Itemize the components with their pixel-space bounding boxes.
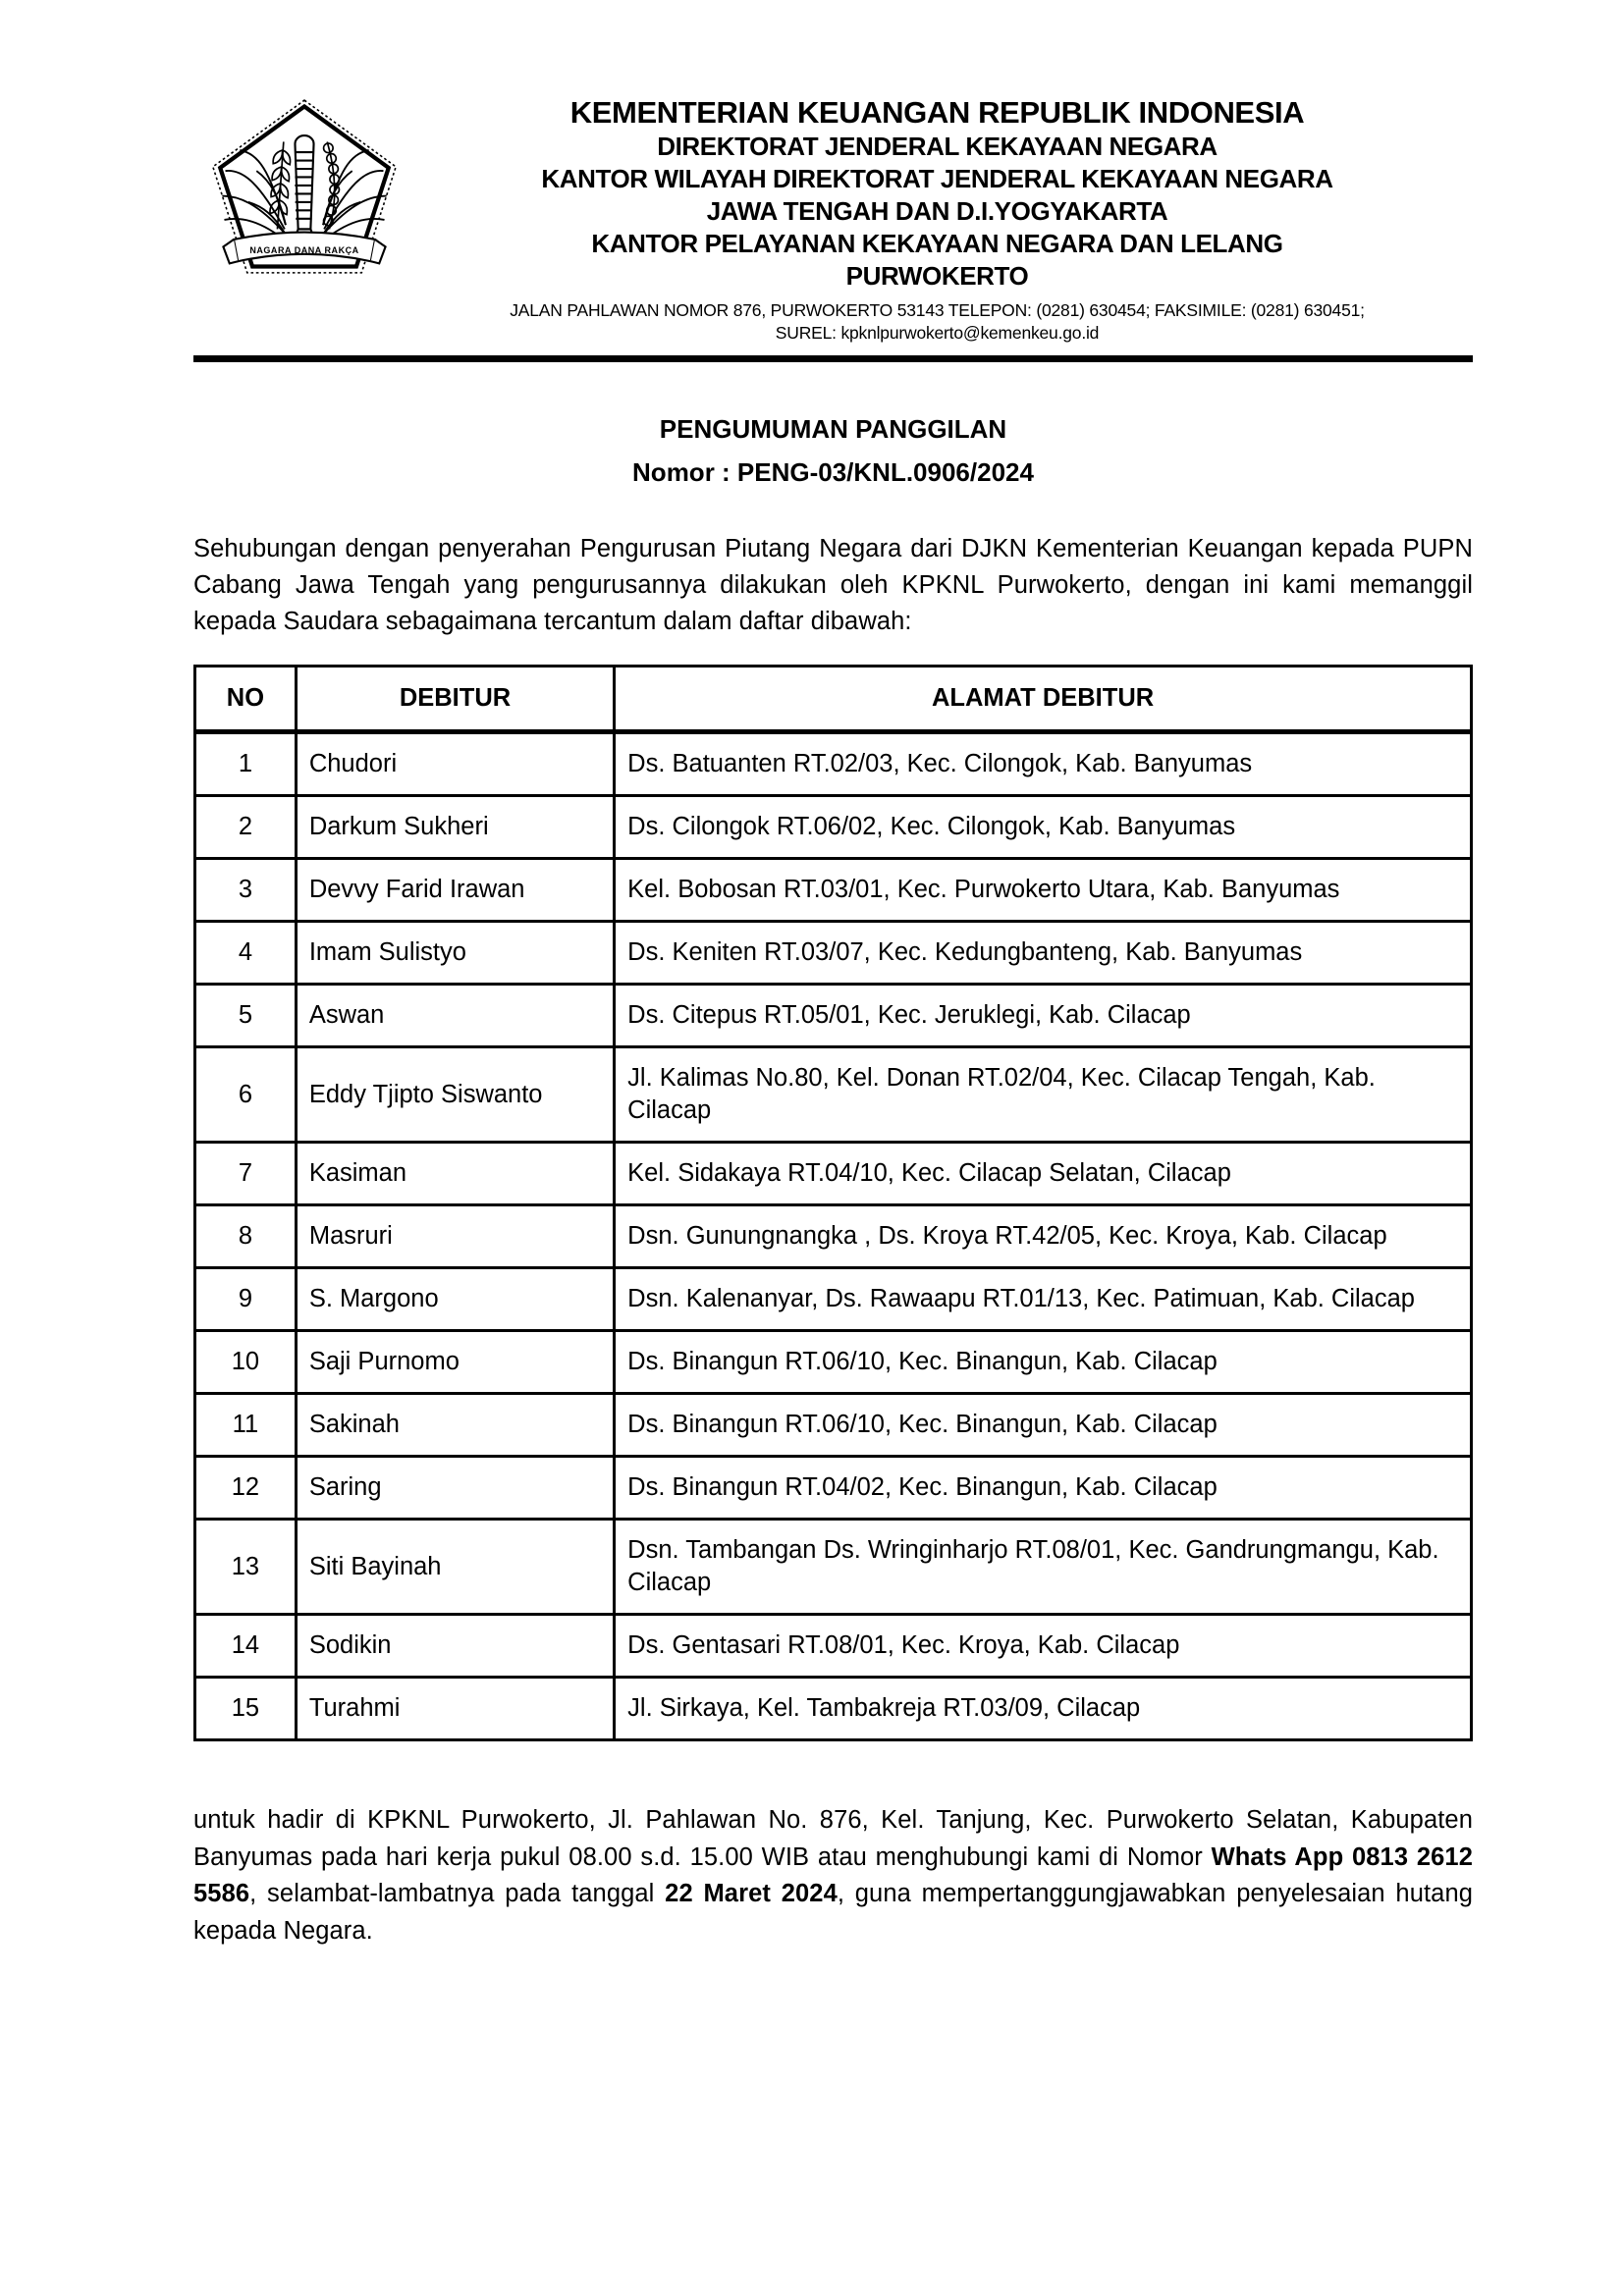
- cell-no: 1: [195, 732, 297, 796]
- letterhead-divider: [193, 355, 1473, 362]
- cell-debitur: Sakinah: [296, 1394, 614, 1457]
- deadline-date: 22 Maret 2024: [665, 1880, 838, 1907]
- cell-alamat: Ds. Cilongok RT.06/02, Kec. Cilongok, Kab. Banyumas: [615, 796, 1472, 859]
- cell-no: 2: [195, 796, 297, 859]
- letterhead: [193, 86, 1473, 345]
- debtor-table-body: [195, 732, 1472, 1740]
- cell-no: 6: [195, 1047, 297, 1143]
- cell-alamat: Kel. Sidakaya RT.04/10, Kec. Cilacap Selatan, Cilacap: [615, 1143, 1472, 1205]
- kemenkeu-logo: [207, 98, 402, 275]
- cell-debitur: S. Margono: [296, 1268, 614, 1331]
- cell-debitur: Turahmi: [296, 1678, 614, 1740]
- cell-alamat: Ds. Batuanten RT.02/03, Kec. Cilongok, Kab. Banyumas: [615, 732, 1472, 796]
- table-row: [195, 1615, 1472, 1678]
- header-row: [195, 667, 1472, 732]
- cell-no: 7: [195, 1143, 297, 1205]
- cell-no: 12: [195, 1457, 297, 1520]
- banner-ribbon: [223, 233, 385, 264]
- whatsapp-number: Whats App 0813 2612 5586: [193, 1842, 1473, 1907]
- cell-debitur: Sodikin: [296, 1615, 614, 1678]
- table-row: [195, 1268, 1472, 1331]
- debtor-table: [193, 665, 1473, 1741]
- cell-alamat: Jl. Sirkaya, Kel. Tambakreja RT.03/09, Cilacap: [615, 1678, 1472, 1740]
- cell-no: 14: [195, 1615, 297, 1678]
- table-row: [195, 1143, 1472, 1205]
- table-row: [195, 985, 1472, 1047]
- title-block: [193, 407, 1473, 494]
- cell-alamat: Ds. Citepus RT.05/01, Kec. Jeruklegi, Kab. Cilacap: [615, 985, 1472, 1047]
- logo-banner-text: NAGARA DANA RAKÇA: [249, 244, 359, 255]
- intro-paragraph: Sehubungan dengan penyerahan Pengurusan Piutang Negara dari DJKN Kementerian Keuangan kepada PUPN Cabang Jawa Tengah yang pengurusannya dilakukan oleh KPKNL Purwokerto, dengan ini kami memanggil kepada Saudara sebagaimana tercantum dalam daftar dibawah:: [193, 535, 1473, 635]
- cell-no: 5: [195, 985, 297, 1047]
- cell-no: 13: [195, 1520, 297, 1615]
- cell-debitur: Eddy Tjipto Siswanto: [296, 1047, 614, 1143]
- table-row: [195, 1394, 1472, 1457]
- cell-debitur: Siti Bayinah: [296, 1520, 614, 1615]
- closing-text-3: , guna mempertanggungjawabkan penyelesaian hutang kepada Negara.: [193, 1880, 1474, 1945]
- cell-no: 15: [195, 1678, 297, 1740]
- closing-text-2: , selambat-lambatnya pada tanggal: [249, 1880, 666, 1907]
- cell-alamat: Ds. Binangun RT.06/10, Kec. Binangun, Kab. Cilacap: [615, 1394, 1472, 1457]
- cell-alamat: Ds. Binangun RT.04/02, Kec. Binangun, Kab. Cilacap: [615, 1457, 1472, 1520]
- cell-no: 9: [195, 1268, 297, 1331]
- table-row: [195, 1520, 1472, 1615]
- cell-no: 3: [195, 859, 297, 922]
- cell-no: 4: [195, 922, 297, 985]
- announcement-number: Nomor : PENG-03/KNL.0906/2024: [632, 457, 1034, 487]
- office-city: PURWOKERTO: [845, 261, 1029, 291]
- cell-debitur: Saring: [296, 1457, 614, 1520]
- table-row: [195, 1047, 1472, 1143]
- col-header-alamat: ALAMAT DEBITUR: [615, 667, 1472, 732]
- table-row: [195, 1457, 1472, 1520]
- closing-paragraph: [193, 1802, 1473, 1949]
- closing-text-1: untuk hadir di KPKNL Purwokerto, Jl. Pahlawan No. 876, Kel. Tanjung, Kec. Purwokerto Selatan, Kabupaten Banyumas pada hari kerja pukul 08.00 s.d. 15.00 WIB atau menghubungi kami di Nomor: [193, 1806, 1473, 1871]
- cell-no: 8: [195, 1205, 297, 1268]
- cell-debitur: Imam Sulistyo: [296, 922, 614, 985]
- cell-alamat: Jl. Kalimas No.80, Kel. Donan RT.02/04, Kec. Cilacap Tengah, Kab. Cilacap: [615, 1047, 1472, 1143]
- region-name: JAWA TENGAH DAN D.I.YOGYAKARTA: [706, 196, 1168, 226]
- cell-debitur: Aswan: [296, 985, 614, 1047]
- cell-alamat: Kel. Bobosan RT.03/01, Kec. Purwokerto Utara, Kab. Banyumas: [615, 859, 1472, 922]
- col-header-no: NO: [195, 667, 297, 732]
- letterhead-text: [402, 86, 1473, 345]
- office-email: SUREL: kpknlpurwokerto@kemenkeu.go.id: [775, 323, 1100, 343]
- table-row: [195, 1678, 1472, 1740]
- cell-debitur: Devvy Farid Irawan: [296, 859, 614, 922]
- cell-alamat: Ds. Binangun RT.06/10, Kec. Binangun, Kab. Cilacap: [615, 1331, 1472, 1394]
- mace: [295, 135, 313, 238]
- cell-no: 10: [195, 1331, 297, 1394]
- debtor-table-head: [195, 667, 1472, 732]
- announcement-title: PENGUMUMAN PANGGILAN: [659, 414, 1007, 444]
- cell-debitur: Darkum Sukheri: [296, 796, 614, 859]
- cell-alamat: Dsn. Tambangan Ds. Wringinharjo RT.08/01, Kec. Gandrungmangu, Kab. Cilacap: [615, 1520, 1472, 1615]
- ministry-name: KEMENTERIAN KEUANGAN REPUBLIK INDONESIA: [569, 95, 1305, 130]
- table-row: [195, 859, 1472, 922]
- col-header-debitur: DEBITUR: [296, 667, 614, 732]
- office-address: JALAN PAHLAWAN NOMOR 876, PURWOKERTO 53143 TELEPON: (0281) 630454; FAKSIMILE: (0281) 630451;: [510, 300, 1365, 320]
- cell-no: 11: [195, 1394, 297, 1457]
- cell-debitur: Chudori: [296, 732, 614, 796]
- cell-alamat: Dsn. Gunungnangka , Ds. Kroya RT.42/05, Kec. Kroya, Kab. Cilacap: [615, 1205, 1472, 1268]
- cell-alamat: Dsn. Kalenanyar, Ds. Rawaapu RT.01/13, Kec. Patimuan, Kab. Cilacap: [615, 1268, 1472, 1331]
- regional-office-name: KANTOR WILAYAH DIREKTORAT JENDERAL KEKAYAAN NEGARA: [541, 164, 1333, 193]
- cell-debitur: Saji Purnomo: [296, 1331, 614, 1394]
- table-row: [195, 796, 1472, 859]
- cell-debitur: Kasiman: [296, 1143, 614, 1205]
- table-row: [195, 1331, 1472, 1394]
- cell-debitur: Masruri: [296, 1205, 614, 1268]
- table-row: [195, 922, 1472, 985]
- cell-alamat: Ds. Keniten RT.03/07, Kec. Kedungbanteng, Kab. Banyumas: [615, 922, 1472, 985]
- table-row: [195, 1205, 1472, 1268]
- cell-alamat: Ds. Gentasari RT.08/01, Kec. Kroya, Kab. Cilacap: [615, 1615, 1472, 1678]
- kemenkeu-logo-icon: [207, 98, 402, 275]
- table-row: [195, 732, 1472, 796]
- directorate-name: DIREKTORAT JENDERAL KEKAYAAN NEGARA: [657, 132, 1218, 161]
- service-office-name: KANTOR PELAYANAN KEKAYAAN NEGARA DAN LELANG: [591, 229, 1283, 258]
